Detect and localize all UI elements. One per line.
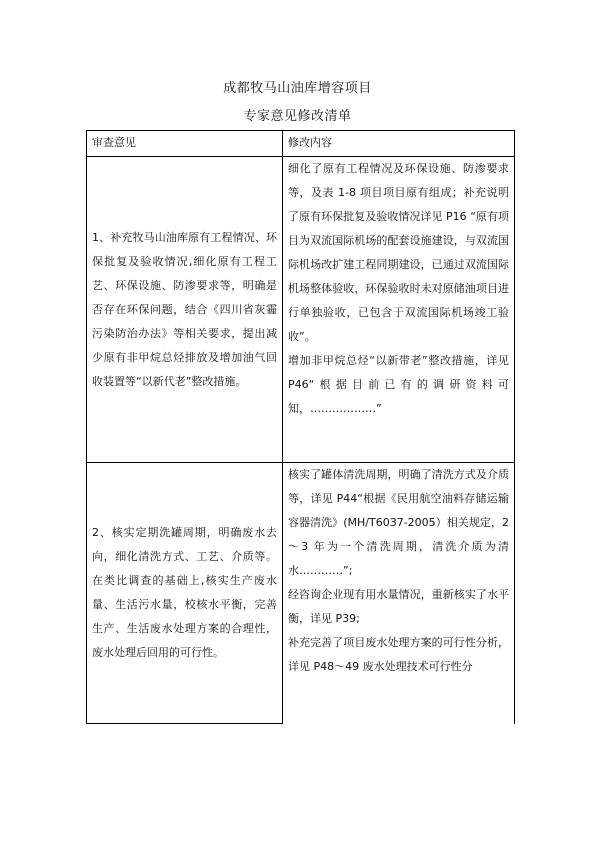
header-changes: 修改内容 bbox=[283, 131, 515, 157]
table-row bbox=[87, 463, 515, 724]
change-text: 补充完善了项目废水处理方案的可行性分析，详见 P48～49 废水处理技术可行性分 bbox=[288, 636, 509, 673]
opinion-text: 2、核实定期洗罐周期，明确废水去向，细化清洗方式、工艺、介质等。在类比调查的基础上,核实生产废水量、生活污水量，校核水平衡，完善生产、生活废水处理方案的合理性，废水处理后回用的可行性。 bbox=[92, 526, 277, 659]
opinion-cell bbox=[87, 463, 283, 724]
document-subtitle: 专家意见修改清单 bbox=[243, 109, 352, 124]
change-text: 核实了罐体清洗周期，明确了清洗方式及介质等，详见 P44“根据《民用航空油料存储运输容器清洗》(MH/T6037-2005）相关规定，2～3 年为一个清洗周期，清洗介质为清水…………”; bbox=[288, 468, 509, 577]
opinion-cell bbox=[87, 157, 283, 463]
opinion-text: 1、补充牧马山油库原有工程情况、环保批复及验收情况,细化原有工程工艺、环保设施、防渗要求等，明确是否存在环保问题，结合《四川省灰霾污染防治办法》等相关要求，提出减少原有非甲烷总烃排放及增加油气回收装置等“以新代老”整改措施。 bbox=[92, 230, 277, 388]
document-title: 成都牧马山油库增容项目 bbox=[223, 81, 372, 96]
change-text: 细化了原有工程情况及环保设施、防渗要求等，及表 1-8 项目项目原有组成；补充说明了原有环保批复及验收情况详见 P16 “原有项目为双流国际机场的配套设施建设，与双流国际机场改扩建工程同期建设，已通过双流国际机场整体验收，环保验收时未对原储油项目进行单独验收，已包含于双流国际机场竣工验收”。 bbox=[288, 162, 509, 343]
header-opinion: 审查意见 bbox=[87, 131, 283, 157]
changes-cell bbox=[283, 463, 515, 724]
change-text: 增加非甲烷总烃“以新带老”整改措施，详见 P46“根据目前已有的调研资料可知，………………” bbox=[288, 354, 509, 415]
change-text: 经咨询企业现有用水量情况，重新核实了水平衡，详见 P39; bbox=[288, 588, 509, 625]
changes-cell bbox=[283, 157, 515, 463]
table-row bbox=[87, 157, 515, 463]
revision-table bbox=[86, 130, 515, 724]
table-header-row bbox=[87, 131, 515, 157]
